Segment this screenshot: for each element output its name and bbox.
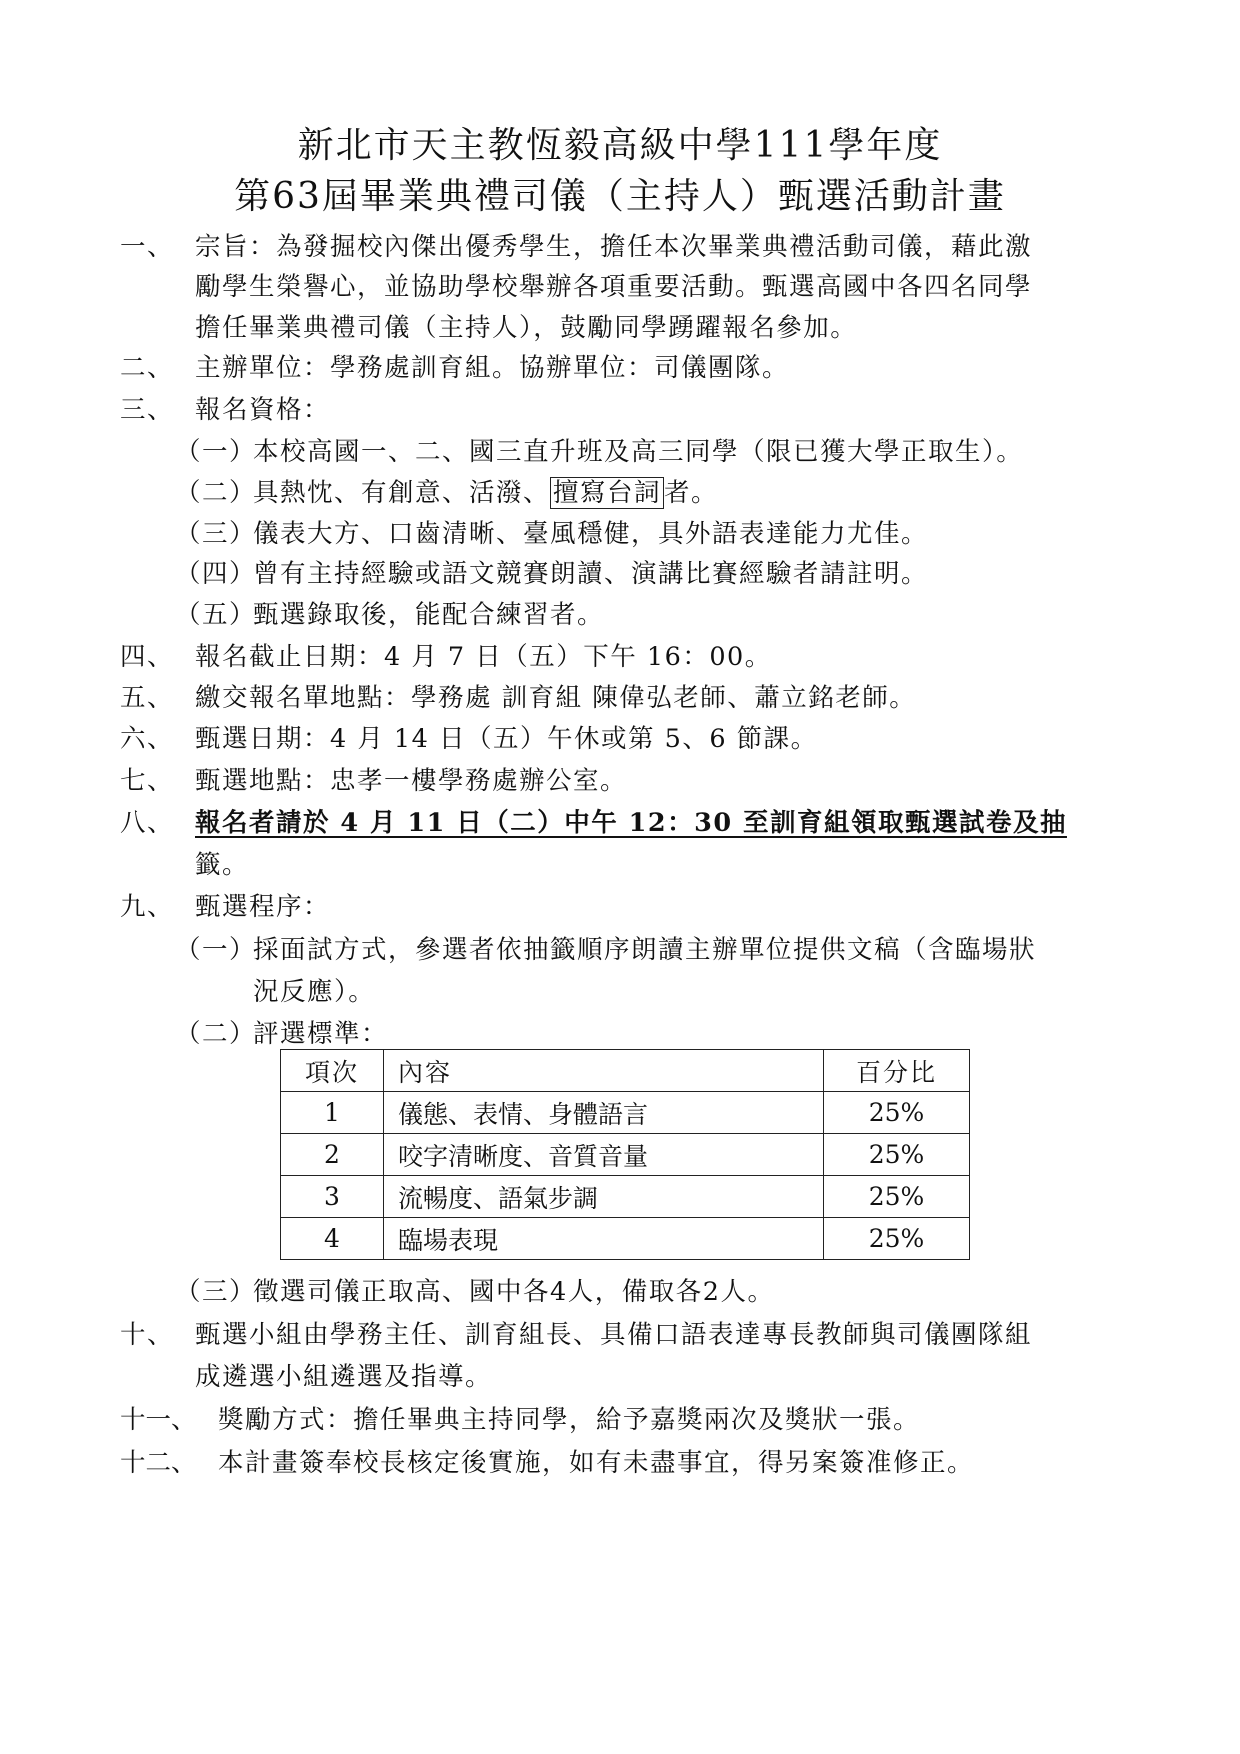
item-text-after: 者。 (664, 478, 719, 508)
table-row (281, 1176, 970, 1218)
section-text-emphasis: 報名者請於 4 月 11 日（二）中午 12：30 至訓育組領取甄選試卷及抽 (195, 808, 1067, 838)
item-text: 儀表大方、口齒清晰、臺風穩健，具外語表達能力尤佳。 (253, 519, 929, 549)
section-text: 甄選日期：4 月 14 日（五）午休或第 5、6 節課。 (195, 724, 818, 754)
section-number: 十一、 (120, 1405, 197, 1435)
section-number: 九、 (120, 892, 175, 922)
section-text: 獎勵方式：擔任畢典主持同學，給予嘉獎兩次及獎狀一張。 (218, 1405, 921, 1435)
table-cell: 儀態、表情、身體語言 (384, 1092, 824, 1134)
table-cell: 臨場表現 (384, 1218, 824, 1260)
section-number: 六、 (120, 724, 175, 754)
item-text: 採面試方式，參選者依抽籤順序朗讀主辦單位提供文稿（含臨場狀 (253, 935, 1037, 965)
item-number: （一） (175, 935, 257, 965)
section-text: 勵學生榮譽心，並協助學校舉辦各項重要活動。甄選高國中各四名同學 (195, 272, 1033, 302)
table-cell: 3 (281, 1176, 384, 1218)
section-number: 五、 (120, 683, 175, 713)
item-text: 甄選錄取後，能配合練習者。 (253, 600, 605, 630)
item-text: 曾有主持經驗或語文競賽朗讀、演講比賽經驗者請註明。 (253, 559, 929, 589)
section-text: 籤。 (195, 850, 250, 880)
section-text: 本計畫簽奉校長核定後實施，如有未盡事宜，得另案簽准修正。 (218, 1448, 975, 1478)
section-number: 十二、 (120, 1448, 197, 1478)
section-number: 三、 (120, 395, 175, 425)
section-text: 報名資格： (195, 395, 331, 425)
table-cell: 25% (824, 1134, 970, 1176)
section-number: 二、 (120, 353, 175, 383)
table-cell: 流暢度、語氣步調 (384, 1176, 824, 1218)
table-cell: 4 (281, 1218, 384, 1260)
section-text: 甄選地點：忠孝一樓學務處辦公室。 (195, 766, 628, 796)
table-header-row (281, 1050, 970, 1092)
item-text (253, 476, 718, 510)
scoring-criteria-table (280, 1049, 970, 1260)
item-text: 本校高國一、二、國三直升班及高三同學（限已獲大學正取生）。 (253, 437, 1024, 467)
table-cell: 25% (824, 1176, 970, 1218)
section-number: 七、 (120, 766, 175, 796)
table-header-cell: 項次 (281, 1050, 384, 1092)
table-cell: 1 (281, 1092, 384, 1134)
boxed-text: 擅寫台詞 (550, 477, 664, 509)
table-cell: 25% (824, 1092, 970, 1134)
document-title-line2: 第63屆畢業典禮司儀（主持人）甄選活動計畫 (234, 176, 1006, 217)
section-text: 繳交報名單地點：學務處 訓育組 陳偉弘老師、蕭立銘老師。 (195, 683, 917, 713)
section-text: 成遴選小組遴選及指導。 (195, 1362, 493, 1392)
item-text: 徵選司儀正取高、國中各4人，備取各2人。 (253, 1277, 775, 1307)
item-number: （二） (175, 1019, 257, 1049)
section-number: 一、 (120, 232, 175, 262)
section-text: 主辦單位：學務處訓育組。協辦單位：司儀團隊。 (195, 353, 790, 383)
item-text: 況反應）。 (253, 977, 376, 1007)
table-cell: 2 (281, 1134, 384, 1176)
item-number: （五） (175, 600, 257, 630)
section-text: 甄選小組由學務主任、訓育組長、具備口語表達專長教師與司儀團隊組 (195, 1320, 1033, 1350)
section-number: 四、 (120, 642, 175, 672)
item-number: （三） (175, 1277, 257, 1307)
section-text: 甄選程序： (195, 892, 331, 922)
section-number: 八、 (120, 808, 175, 838)
item-number: （三） (175, 519, 257, 549)
section-number: 十、 (120, 1320, 175, 1350)
table-header-cell: 內容 (384, 1050, 824, 1092)
table-row (281, 1134, 970, 1176)
item-number: （一） (175, 437, 257, 467)
table-row (281, 1092, 970, 1134)
item-number: （二） (175, 478, 257, 508)
document-title-line1: 新北市天主教恆毅高級中學111學年度 (297, 125, 943, 166)
section-text: 報名截止日期：4 月 7 日（五）下午 16：00。 (195, 642, 772, 672)
table-cell: 25% (824, 1218, 970, 1260)
section-text: 擔任畢業典禮司儀（主持人），鼓勵同學踴躍報名參加。 (195, 313, 858, 343)
table-cell: 咬字清晰度、音質音量 (384, 1134, 824, 1176)
item-text-before: 具熱忱、有創意、活潑、 (253, 478, 551, 508)
item-number: （四） (175, 559, 257, 589)
table-row (281, 1218, 970, 1260)
section-text: 宗旨：為發掘校內傑出優秀學生，擔任本次畢業典禮活動司儀，藉此激 (195, 232, 1033, 262)
table-header-cell: 百分比 (824, 1050, 970, 1092)
item-text: 評選標準： (253, 1019, 389, 1049)
